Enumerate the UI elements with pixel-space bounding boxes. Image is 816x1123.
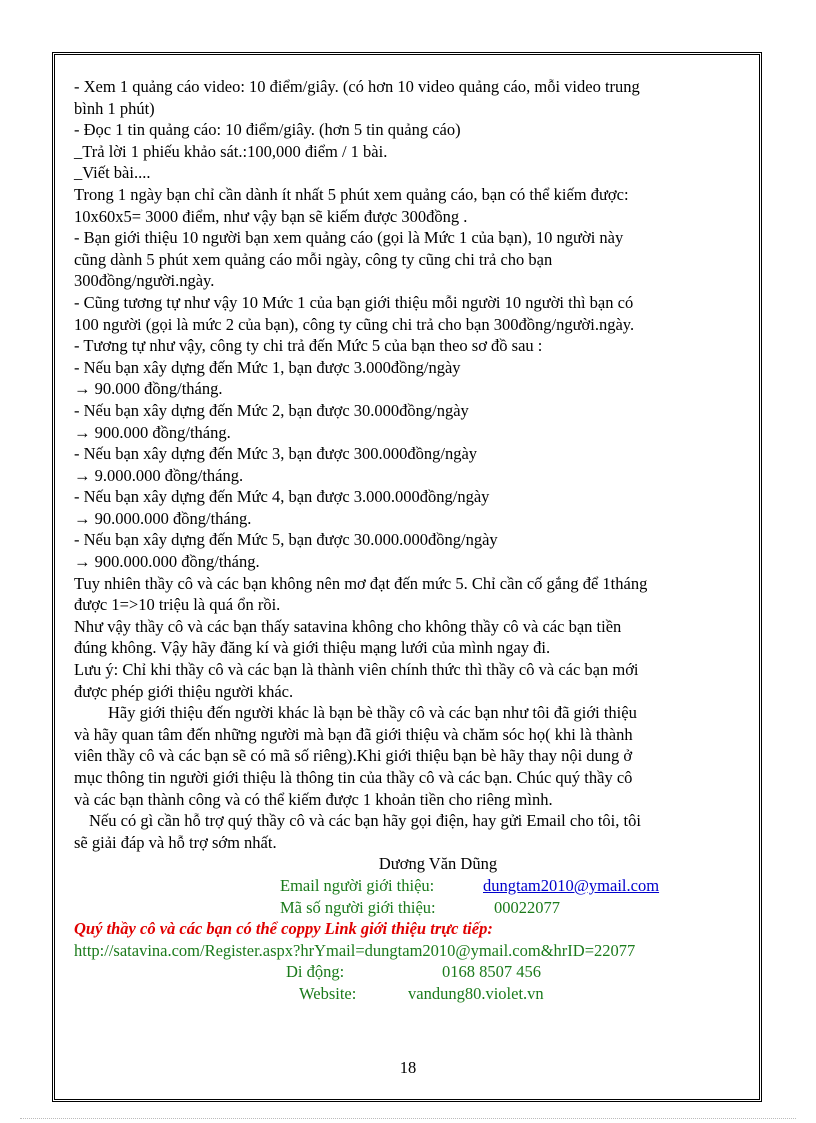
text-line: → 90.000.000 đồng/tháng. [74,508,252,528]
text-line: bình 1 phút) [74,98,155,118]
website-row [74,983,742,1005]
text-line: và hãy quan tâm đến những người mà bạn đã giới thiệu và chăm sóc họ( khi là thành [74,724,633,744]
text-line: _Viết bài.... [74,163,151,183]
text-line: viên thầy cô và các bạn sẽ có mã số riêng).Khi giới thiệu bạn bè hãy thay nội dung ở [74,746,633,766]
text-line: được 1=>10 triệu là quá ổn rồi. [74,595,281,615]
phone-label: Di động: [286,962,345,982]
code-label: Mã số người giới thiệu: [280,897,436,917]
text-line: mục thông tin người giới thiệu là thông tin của thầy cô và các bạn. Chúc quý thầy cô [74,768,633,787]
text-line: → 900.000.000 đồng/tháng. [74,552,260,572]
body-text [74,76,742,702]
paragraph-support [74,810,742,853]
text-line: - Nếu bạn xây dựng đến Mức 1, bạn được 3.000đồng/ngày [74,357,461,377]
text-line: Tuy nhiên thầy cô và các bạn không nên mơ đạt đến mức 5. Chỉ cần cố gắng để 1tháng [74,573,648,593]
text-line: → 90.000 đồng/tháng. [74,379,223,399]
text-line: → 900.000 đồng/tháng. [74,422,231,442]
text-line: Nếu có gì cần hỗ trợ quý thầy cô và các bạn hãy gọi điện, hay gửi Email cho tôi, tôi [89,811,641,831]
text-line: Hãy giới thiệu đến người khác là bạn bè thầy cô và các bạn như tôi đã giới thiệu [108,703,637,723]
text-line: Trong 1 ngày bạn chỉ cần dành ít nhất 5 phút xem quảng cáo, bạn có thể kiếm được: [74,184,629,204]
text-line: và các bạn thành công và có thể kiếm được 1 khoản tiền cho riêng mình. [74,789,553,809]
page-separator [20,1118,796,1119]
text-line: - Nếu bạn xây dựng đến Mức 2, bạn được 30.000đồng/ngày [74,400,469,420]
text-line: đúng không. Vậy hãy đăng kí và giới thiệu mạng lưới của mình ngay đi. [74,638,551,658]
email-link[interactable]: dungtam2010@ymail.com [483,875,660,895]
text-line: - Nếu bạn xây dựng đến Mức 3, bạn được 300.000đồng/ngày [74,444,478,464]
text-line: - Đọc 1 tin quảng cáo: 10 điểm/giây. (hơn 5 tin quảng cáo) [74,120,461,140]
register-url[interactable]: http://satavina.com/Register.aspx?hrYmail=dungtam2010@ymail.com&hrID=22077 [74,940,636,960]
text-line: - Nếu bạn xây dựng đến Mức 5, bạn được 30.000.000đồng/ngày [74,530,498,550]
text-line: 10x60x5= 3000 điểm, như vậy bạn sẽ kiếm được 300đồng . [74,206,468,226]
text-line: được phép giới thiệu người khác. [74,681,294,701]
text-line: - Nếu bạn xây dựng đến Mức 4, bạn được 3.000.000đồng/ngày [74,487,490,507]
code-value: 00022077 [494,897,560,917]
text-line: 100 người (gọi là mức 2 của bạn), công ty cũng chi trả cho bạn 300đồng/người.ngày. [74,314,635,334]
link-heading: Quý thầy cô và các bạn có thể coppy Link giới thiệu trực tiếp: [74,919,493,939]
text-line: - Bạn giới thiệu 10 người bạn xem quảng cáo (gọi là Mức 1 của bạn), 10 người này [74,228,624,248]
text-line: - Cũng tương tự như vậy 10 Mức 1 của bạn giới thiệu mỗi người 10 người thì bạn có [74,292,634,312]
text-line: - Xem 1 quảng cáo video: 10 điểm/giây. (có hơn 10 video quảng cáo, mỗi video trung [74,77,640,96]
text-line: sẽ giải đáp và hỗ trợ sớm nhất. [74,832,277,852]
text-line: - Tương tự như vậy, công ty chi trả đến Mức 5 của bạn theo sơ đồ sau : [74,336,543,356]
website-value[interactable]: vandung80.violet.vn [408,983,544,1003]
email-label: Email người giới thiệu: [280,875,435,895]
text-line: cũng dành 5 phút xem quảng cáo mỗi ngày, công ty cũng chi trả cho bạn [74,249,553,269]
text-line: 300đồng/người.ngày. [74,271,215,291]
phone-row [74,961,742,983]
text-line: _Trả lời 1 phiếu khảo sát.:100,000 điểm / 1 bài. [74,141,388,161]
phone-value: 0168 8507 456 [442,962,541,982]
page-number: 18 [399,1058,417,1077]
code-row [74,897,742,919]
text-line: Như vậy thầy cô và các bạn thấy satavina không cho không thầy cô và các bạn tiền [74,616,622,636]
document-body [74,76,742,1005]
paragraph-introduce [74,702,742,810]
website-label: Website: [299,983,357,1003]
text-line: Lưu ý: Chỉ khi thầy cô và các bạn là thành viên chính thức thì thầy cô và các bạn mới [74,660,639,680]
text-line: → 9.000.000 đồng/tháng. [74,465,244,485]
author-name: Dương Văn Dũng [378,854,498,874]
email-row [74,875,742,897]
